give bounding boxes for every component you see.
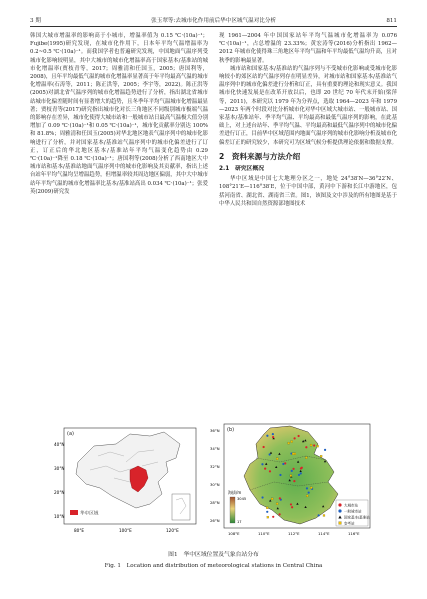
big-city-station-marker xyxy=(301,467,303,469)
legend-label: 国家基本/基准站 xyxy=(344,515,370,520)
lon-tick: 100°E xyxy=(119,528,132,533)
elevation-legend-title: 海拔/m xyxy=(228,490,242,495)
right-column xyxy=(219,32,397,422)
big-city-station-marker xyxy=(272,436,274,438)
big-city-station-marker xyxy=(313,444,315,446)
lat-tick: 26°N xyxy=(210,518,220,523)
page-number: 811 xyxy=(386,18,397,24)
reference-station-marker xyxy=(267,516,269,518)
china-location-map xyxy=(54,422,200,534)
lat-tick: 36°N xyxy=(210,428,220,433)
big-city-station-marker xyxy=(297,435,299,437)
lat-tick: 10°N xyxy=(54,514,65,519)
big-city-station-marker xyxy=(293,480,295,482)
general-city-station-marker xyxy=(266,511,268,513)
reference-station-marker xyxy=(288,442,290,444)
big-city-station-marker xyxy=(279,497,281,499)
elevation-colorbar xyxy=(230,497,235,523)
lat-tick: 40°N xyxy=(54,442,65,447)
lon-tick: 110°E xyxy=(258,531,270,536)
station-legend xyxy=(336,500,370,526)
running-header xyxy=(30,12,397,27)
reference-station-marker xyxy=(292,453,294,455)
reference-station-marker xyxy=(306,495,308,497)
big-city-station-marker xyxy=(305,446,307,448)
panel-label-b: (b) xyxy=(227,427,235,433)
body-paragraph: 韩国大城市增温率的影响高于小城市，增温率值为 0.15 ℃·(10a)⁻¹；Fujibe(1995)研究发现，在城市化作用下，日本年平均气温增温率为 0.2~0.5 ℃·(10a)⁻¹。而我国学者也普遍研究发现，中国地面气温序列受城市化影响较明显，其中大城市的城市化增温率高于国家基本/基准站的城市化增温率(贾枝青等，2017；周雅清和任国玉，2005；唐国利等，2008)，且年平均最低气温的城市化增温率显著高于年平均最高气温的城市化增温率(石涛等，2011；陈正洪等，2005；李宇等，2022)。陈正洪等(2005)对湖北省气温序列的城市化增温趋势进行了分析，指出湖北省城市站城市化偏差随时间有显著增大的趋势，且冬季年平均气温城市化增温最显著；贾枝青等(2017)研究指出城市化对长三角地区不同级别城市极端气温的影响存在差异，城市化使得大城市站和一般城市站日最高气温极大值分别增加了 0.09 ℃·(10a)⁻¹和 0.05 ℃·(10a)⁻¹，城市化贡献率分别达 100%和 81.8%；周雅清和任国玉(2005)对华北地区地表气温序列中的城市化影响进行了分析，并对国家基本/基准站气温序列中的城市化偏差进行了订正，订正后的华北地区基本/基准站年平均气温变化趋势由 0.29 ℃·(10a)⁻¹降至 0.18 ℃·(10a)⁻¹；唐国利等(2008)分析了西南地区大中城市站和基本/基准站地面气温序列中的城市化影响及其贡献率，指出上述台站年平均气温均呈增温趋势，但增温率较其周边地区偏弱，其中大中城市站年平均气温的城市化增温率比基本/基准站高出 0.034 ℃·(10a)⁻¹；张爱英(2009)研究发 xyxy=(30,33,208,195)
general-city-station-marker xyxy=(261,463,263,465)
reference-station-marker xyxy=(320,455,322,457)
big-city-station-marker xyxy=(294,437,296,439)
figure-1 xyxy=(54,420,374,540)
lon-tick: 114°E xyxy=(318,531,330,536)
lon-tick: 112°E xyxy=(288,531,300,536)
big-city-station-marker xyxy=(291,506,293,508)
general-city-station-marker xyxy=(300,472,302,474)
lat-tick: 20°N xyxy=(54,490,65,495)
big-city-station-marker xyxy=(292,468,294,470)
lon-tick: 80°E xyxy=(74,528,85,533)
south-china-sea-inset xyxy=(172,494,190,520)
legend-label: 大城市站 xyxy=(344,503,358,508)
lat-tick: 30°N xyxy=(54,466,65,471)
general-city-station-marker xyxy=(272,433,274,435)
reference-station-marker xyxy=(266,507,268,509)
reference-station-icon xyxy=(339,522,342,525)
figure-caption-en: Fig. 1 Location and distribution of meteorological stations in Central China xyxy=(104,563,323,569)
lat-tick: 34°N xyxy=(210,446,220,451)
legend-swatch xyxy=(70,510,78,515)
section-heading: 2 资料来源与方法介绍 xyxy=(219,151,301,161)
general-city-station-icon xyxy=(338,509,341,512)
issue-number: 3 期 xyxy=(30,18,41,24)
big-city-station-marker xyxy=(279,513,281,515)
reference-station-marker xyxy=(323,514,325,516)
big-city-station-marker xyxy=(269,470,271,472)
general-city-station-marker xyxy=(308,492,310,494)
lat-tick: 32°N xyxy=(210,464,220,469)
body-paragraph: 城市站和国家基本/基准站的气温序列与不受城市化影响或受城市化影响较小的郊区站的气温序列存在明显差异，对城市站和国家基本/基准站气温序列中的城市化偏差进行分析和订正，具有重要的理论和现实意义。我国城市化快速发展是在改革开放以后，也即 20 世纪 70 年代末开始(梁萍等，2011)，本研究以 1979 年为分界点，选取 1964—2023 年和 1979—2023 年两个时段对比分析城市化对华中区域大城市站、一般城市站、国家基本/基准站年、季平均气温、平均最高和最低气温序列的影响，在此基础上，对上述台站年、季平均气温、平均最高和最低气温序列中的城市化偏差进行订正，目前华中区域范围内地面气温序列的城市化影响分析及城市化偏差订正的研究较少，本研究可为区域气候分析提供理论依据和数据支撑。 xyxy=(219,65,397,146)
running-title: 张玉翠等:去城市化作用前后华中区城气温对比分析 xyxy=(151,18,277,24)
reference-station-marker xyxy=(317,445,319,447)
general-city-station-marker xyxy=(282,463,284,465)
body-paragraph: 现 1961—2004 年中国国家站年平均气温城市化增温率为 0.076 ℃·(10a)⁻¹，占总增温的 23.33%；黄宏涛等(2016)分析指出 1962—2012 年城市化使得珠三角地区年平均气温和年平均最低气温均升高，且对秋季的影响最显著。 xyxy=(219,33,397,64)
lat-tick: 28°N xyxy=(210,500,220,505)
legend-label: 一般城市站 xyxy=(344,509,362,514)
lon-tick: 108°E xyxy=(228,531,240,536)
lon-tick: 120°E xyxy=(166,528,179,533)
lon-tick: 116°E xyxy=(348,531,360,536)
general-city-station-marker xyxy=(298,474,300,476)
big-city-station-marker xyxy=(290,503,292,505)
reference-station-marker xyxy=(294,453,296,455)
reference-station-marker xyxy=(310,444,312,446)
reference-station-marker xyxy=(305,457,307,459)
big-city-station-icon xyxy=(338,503,341,506)
body-columns xyxy=(30,32,397,422)
left-column xyxy=(30,32,208,422)
reference-station-marker xyxy=(310,487,312,489)
legend-label: 华中区域 xyxy=(80,511,99,517)
general-city-station-marker xyxy=(261,496,263,498)
big-city-station-marker xyxy=(264,468,266,470)
body-paragraph: 华中区域是中国七大地理分区之一，地处 24°38′N—36°22′N、108°21′E—116°38′E，位于中国中部，黄河中下游和长江中游地区，包括河南省、湖北省、湖南省三省。图1，该图及文中涉及的所有地图是基于中华人民共和国自然资源部地图技术 xyxy=(219,176,397,207)
reference-station-marker xyxy=(276,458,278,460)
reference-station-marker xyxy=(291,441,293,443)
lat-tick: 30°N xyxy=(210,482,220,487)
figure-caption-cn: 图1 华中区域位置及气象台站分布 xyxy=(168,552,259,558)
general-city-station-marker xyxy=(266,435,268,437)
general-city-station-marker xyxy=(306,487,308,489)
reference-station-marker xyxy=(271,498,273,500)
big-city-station-marker xyxy=(272,516,274,518)
subsection-heading: 2.1 研究区概况 xyxy=(219,166,265,173)
general-city-station-marker xyxy=(279,474,281,476)
reference-station-marker xyxy=(276,503,278,505)
station-distribution-map xyxy=(210,420,374,538)
reference-station-marker xyxy=(290,475,292,477)
general-city-station-marker xyxy=(291,470,293,472)
general-city-station-marker xyxy=(324,449,326,451)
big-city-station-marker xyxy=(263,446,265,448)
legend-label: 参考站 xyxy=(344,521,355,526)
elevation-high: 3045 xyxy=(237,497,247,501)
elevation-low: 17 xyxy=(237,520,242,524)
general-city-station-marker xyxy=(318,514,320,516)
panel-label-a: (a) xyxy=(67,431,74,437)
